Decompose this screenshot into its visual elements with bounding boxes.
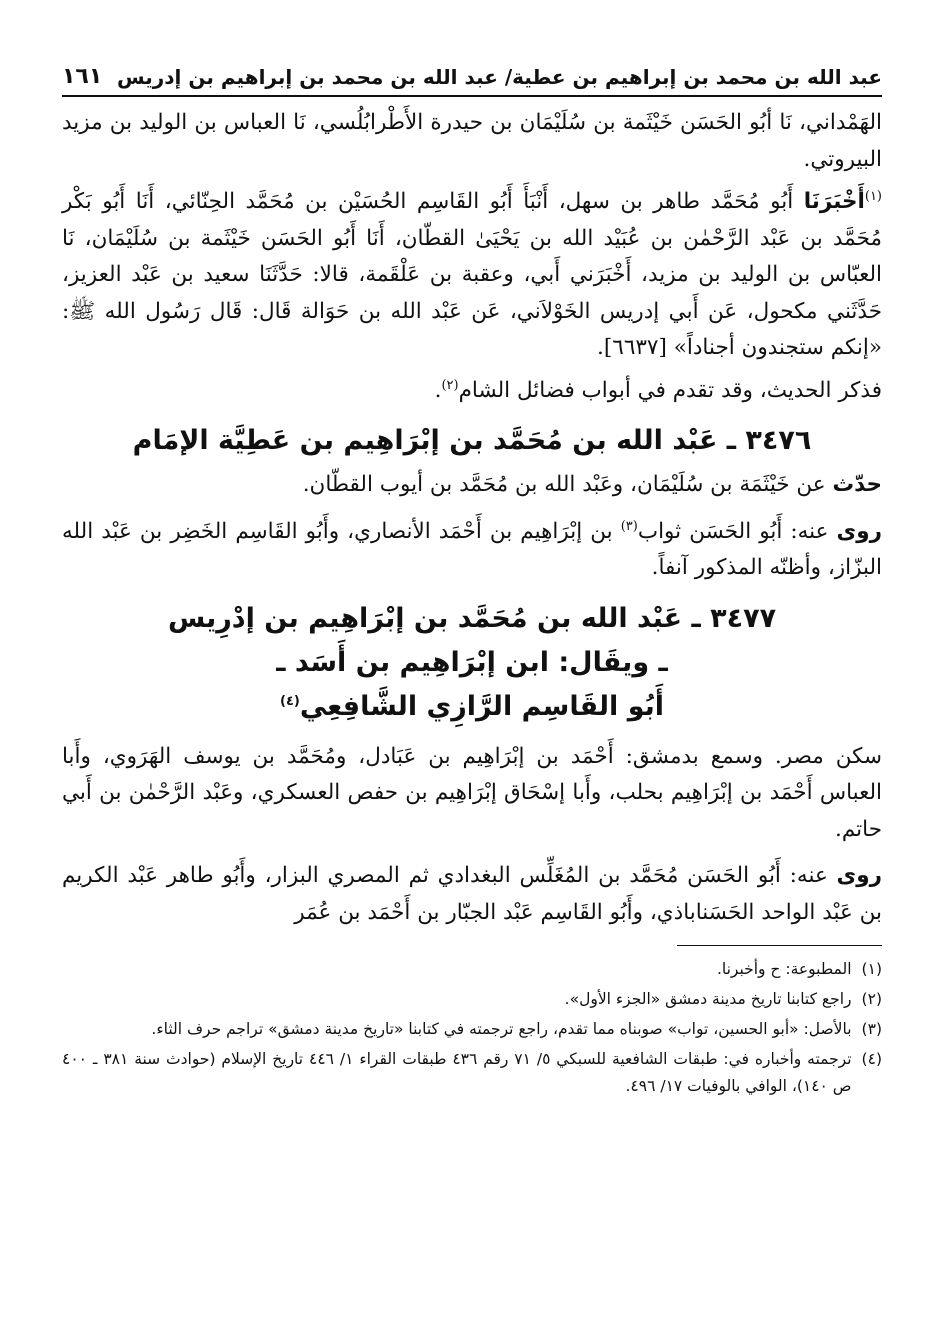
- paragraph-lead-word: روى: [836, 518, 882, 544]
- footnote-text: راجع كتابنا تاريخ مدينة دمشق «الجزء الأول».: [564, 990, 852, 1008]
- paragraph-hadith: [62, 184, 882, 367]
- paragraph-text: عنه: أَبُو الحَسَن ثواب: [637, 518, 837, 544]
- footnote-item: [62, 956, 882, 983]
- entry-title-line-3-text: أَبُو القَاسِم الرَّازِي الشَّافِعِي: [299, 690, 665, 722]
- footnote-item: [62, 1046, 882, 1100]
- paragraph-lead-word: أَخْبَرَنَا: [803, 189, 865, 214]
- footnote-text: بالأصل: «أبو الحسين، تواب» صوبناه مما تقدم، راجع ترجمته في كتابنا «تاريخ مدينة دمشق» تراجم حرف الثاء.: [151, 1020, 852, 1038]
- footnote-number: (٤): [861, 1050, 882, 1068]
- paragraph-tail: .: [434, 377, 442, 403]
- footnote-item: [62, 1016, 882, 1043]
- footnote-marker: (٤): [279, 693, 300, 709]
- footnote-text: المطبوعة: ح وأخبرنا.: [716, 960, 852, 978]
- footnote-item: [62, 986, 882, 1013]
- entry-title-3477: [62, 597, 882, 729]
- book-page: [62, 64, 882, 1299]
- footnote-number: (٣): [861, 1020, 882, 1038]
- paragraph-text: أَبُو مُحَمَّد طاهر بن سهل، أَنْبَأَ أَبُو القَاسِم الحُسَيْن بن مُحَمَّد الحِنّائي، أَنَا أَبُو بَكْر مُحَمَّد بن عَبْد الرَّحْمٰن بن عُبَيْد الله بن يَحْيَىٰ القطّان، أَنَا أَبُو الحَسَن خَيْثَمة بن سُلَيْمَان، نَا العبّاس بن الوليد بن مزيد، أَخْبَرَني أَبي، وعقبة بن عَلْقَمة، قالا: حَدَّثَنَا سعيد بن عَبْد العزيز، حَدَّثَني مكحول، عَن أَبي إدريس الخَوْلاَني، عَن عَبْد الله بن حَوَالة قَال: قَال رَسُول الله ﷺ: «إنكم ستجندون أجناداً» [٦٦٣٧].: [62, 189, 882, 360]
- footnote-marker: (١): [864, 188, 882, 204]
- running-header: [62, 64, 882, 97]
- paragraph-text: سكن مصر. وسمع بدمشق: أَحْمَد بن إبْرَاهِيم بن عَبَادل، ومُحَمَّد بن يوسف الهَرَوي، وأَبا العباس أَحْمَد بن إبْرَاهِيم بحلب، وأَبا إسْحَاق إبْرَاهِيم بن حفص العسكري، وعَبْد الرَّحْمٰن بن أَبي حاتم.: [62, 743, 882, 842]
- main-text: [62, 105, 882, 931]
- footnote-marker: (٢): [441, 377, 459, 393]
- footnotes: [62, 956, 882, 1100]
- footnote-number: (٢): [861, 990, 882, 1008]
- footnote-text: ترجمته وأخباره في: طبقات الشافعية للسبكي ٥/ ٧١ رقم ٤٣٦ طبقات القراء ١/ ٤٤٦ تاريخ الإسلام (حوادث سنة ٣٨١ ـ ٤٠٠ ص ١٤٠)، الوافي بالوفيات ١٧/ ٤٩٦.: [62, 1050, 852, 1095]
- paragraph-remark: [62, 373, 882, 410]
- paragraph-text: عنه: أَبُو الحَسَن مُحَمَّد بن المُغَلِّس البغدادي ثم المصري البزار، وأَبُو طاهر عَبْد الكريم بن عَبْد الواحد الحَسَناباذي، وأَبُو القَاسِم عَبْد الجبّار بن أَحْمَد بن عُمَر: [62, 863, 882, 925]
- paragraph-text: بن إبْرَاهِيم بن أَحْمَد الأنصاري، وأَبُو القَاسِم الخَضِر بن عَبْد الله البزّاز، وأظنّه المذكور آنفاً.: [62, 518, 882, 580]
- paragraph-continuation: [62, 105, 882, 178]
- paragraph-lead-word: حدّث: [832, 472, 882, 497]
- running-title: عبد الله بن محمد بن إبراهيم بن عطية/ عبد الله بن محمد بن إبراهيم بن إدريس: [117, 65, 882, 89]
- paragraph-text: عن خَيْثَمَة بن سُلَيْمَان، وعَبْد الله بن مُحَمَّد بن أيوب القطّان.: [302, 472, 833, 497]
- entry-title-line-2: ـ ويقَال: ابن إبْرَاهِيم بن أَسَد ـ: [276, 646, 668, 678]
- entry-3477-paragraph-2: [62, 858, 882, 931]
- entry-3476-paragraph-1: [62, 467, 882, 504]
- footnote-divider: [677, 945, 882, 946]
- entry-3476-paragraph-2: [62, 514, 882, 587]
- entry-title-line-1: ٣٤٧٧ ـ عَبْد الله بن مُحَمَّد بن إبْرَاهِيم بن إدْرِيس: [167, 602, 777, 634]
- footnote-number: (١): [861, 960, 882, 978]
- paragraph-text: فذكر الحديث، وقد تقدم في أبواب فضائل الشام: [458, 377, 882, 403]
- page-number: ١٦١: [62, 64, 103, 89]
- entry-title-3476: ٣٤٧٦ ـ عَبْد الله بن مُحَمَّد بن إبْرَاهِيم بن عَطِيَّة الإمَام: [132, 425, 812, 456]
- entry-3477-paragraph-1: [62, 739, 882, 849]
- paragraph-lead-word: روى: [836, 863, 882, 888]
- paragraph-text: الهَمْداني، نَا أبُو الحَسَن خَيْثَمة بن سُلَيْمَان بن حيدرة الأَطْرابُلُسي، نَا العباس بن الوليد بن مزيد البيروتي.: [62, 110, 882, 172]
- entry-title-line-3: [62, 685, 882, 729]
- footnote-marker: (٣): [620, 518, 638, 534]
